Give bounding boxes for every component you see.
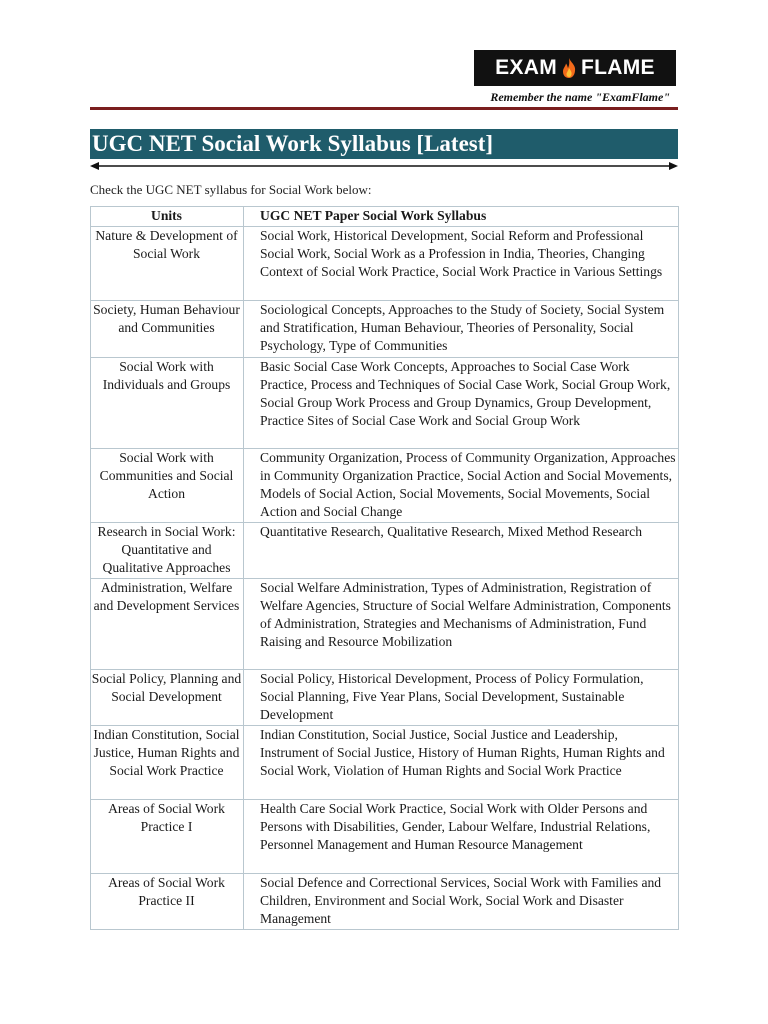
table-row xyxy=(91,800,679,874)
topics-cell: Social Defence and Correctional Services, Social Work with Families and Children, Environment and Social Work, Social Work and Disaster Management xyxy=(244,874,679,930)
topics-cell: Social Policy, Historical Development, Process of Policy Formulation, Social Planning, Five Year Plans, Social Development, Sustainable Development xyxy=(244,670,679,726)
table-row xyxy=(91,358,679,449)
unit-cell: Indian Constitution, Social Justice, Human Rights and Social Work Practice xyxy=(91,726,244,800)
table-row xyxy=(91,301,679,358)
syllabus-table xyxy=(90,206,679,930)
table-row xyxy=(91,449,679,523)
topics-cell: Quantitative Research, Qualitative Research, Mixed Method Research xyxy=(244,523,679,579)
topics-cell: Indian Constitution, Social Justice, Social Justice and Leadership, Instrument of Social Justice, History of Human Rights, Human Rights and Social Work, Violation of Human Rights and Social Work Practice xyxy=(244,726,679,800)
table-row xyxy=(91,726,679,800)
table-row xyxy=(91,874,679,930)
unit-cell: Social Policy, Planning and Social Development xyxy=(91,670,244,726)
unit-cell: Nature & Development of Social Work xyxy=(91,227,244,301)
flame-icon xyxy=(560,57,578,79)
table-row xyxy=(91,670,679,726)
unit-cell: Research in Social Work: Quantitative and Qualitative Approaches xyxy=(91,523,244,579)
topics-cell: Social Work, Historical Development, Social Reform and Professional Social Work, Social Work as a Profession in India, Theories, Changing Context of Social Work Practice, Social Work Practice in Various Settings xyxy=(244,227,679,301)
unit-cell: Areas of Social Work Practice I xyxy=(91,800,244,874)
table-row xyxy=(91,227,679,301)
table-row xyxy=(91,523,679,579)
brand-name-right: FLAME xyxy=(581,56,655,79)
unit-cell: Social Work with Communities and Social Action xyxy=(91,449,244,523)
page-title: UGC NET Social Work Syllabus [Latest] xyxy=(90,129,678,159)
topics-cell: Health Care Social Work Practice, Social Work with Older Persons and Persons with Disabilities, Gender, Labour Welfare, Industrial Relations, Personnel Management and Human Resource Management xyxy=(244,800,679,874)
brand-name-left: EXAM xyxy=(495,56,558,79)
header-divider xyxy=(90,107,678,110)
column-header-syllabus: UGC NET Paper Social Work Syllabus xyxy=(244,207,679,227)
table-header-row xyxy=(91,207,679,227)
table-row xyxy=(91,579,679,670)
unit-cell: Areas of Social Work Practice II xyxy=(91,874,244,930)
unit-cell: Society, Human Behaviour and Communities xyxy=(91,301,244,358)
topics-cell: Basic Social Case Work Concepts, Approaches to Social Case Work Practice, Process and Techniques of Social Case Work, Social Group Work, Social Group Work Process and Group Dynamics, Group Development, Practice Sites of Social Case Work and Social Group Work xyxy=(244,358,679,449)
column-header-units: Units xyxy=(91,207,244,227)
topics-cell: Sociological Concepts, Approaches to the Study of Society, Social System and Stratification, Human Behaviour, Theories of Personality, Social Psychology, Type of Communities xyxy=(244,301,679,358)
unit-cell: Administration, Welfare and Development Services xyxy=(91,579,244,670)
brand-tagline: Remember the name "ExamFlame" xyxy=(490,90,670,104)
intro-text: Check the UGC NET syllabus for Social Work below: xyxy=(90,182,372,197)
unit-cell: Social Work with Individuals and Groups xyxy=(91,358,244,449)
brand-logo[interactable] xyxy=(474,50,676,86)
double-arrow-divider xyxy=(90,161,678,171)
topics-cell: Community Organization, Process of Community Organization, Approaches in Community Organization Practice, Social Action and Social Movements, Models of Social Action, Social Movements, Social Movements, Social Action and Social Change xyxy=(244,449,679,523)
topics-cell: Social Welfare Administration, Types of Administration, Registration of Welfare Agencies, Structure of Social Welfare Administration, Components of Administration, Strategies and Mechanisms of Administration, Fund Raising and Resource Mobilization xyxy=(244,579,679,670)
